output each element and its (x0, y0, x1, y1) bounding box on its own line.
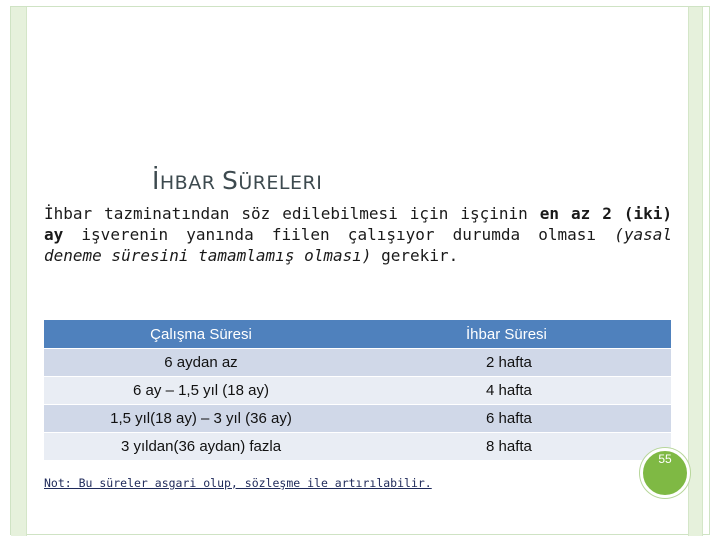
cell-notice-period: 2 hafta (358, 349, 671, 377)
header-notice-period: İhbar Süresi (358, 320, 671, 349)
title-initial-1: İ (152, 166, 160, 195)
cell-work-duration: 6 aydan az (44, 349, 358, 377)
header-work-duration: Çalışma Süresi (44, 320, 358, 349)
paragraph-italic: (yasal deneme süresini tamamlamış olması) (44, 225, 672, 265)
page-number: 55 (658, 452, 672, 466)
cell-work-duration: 1,5 yıl(18 ay) – 3 yıl (36 ay) (44, 405, 358, 433)
table-row (44, 377, 671, 405)
cell-work-duration: 6 ay – 1,5 yıl (18 ay) (44, 377, 358, 405)
paragraph-part-3: gerekir. (371, 246, 459, 265)
notice-period-table (44, 320, 671, 461)
table-row (44, 349, 671, 377)
cell-notice-period: 6 hafta (358, 405, 671, 433)
table-header-row (44, 320, 671, 349)
cell-work-duration: 3 yıldan(36 aydan) fazla (44, 433, 358, 461)
footnote: Not: Bu süreler asgari olup, sözleşme ile artırılabilir. (44, 476, 432, 490)
title-rest-2: ÜRELERI (238, 172, 323, 194)
paragraph-bold: en az 2 (iki) ay (44, 204, 673, 244)
slide-title (152, 166, 322, 195)
table-row (44, 405, 671, 433)
paragraph-part-2: işverenin yanında fiilen çalışıyor durumda olması (63, 225, 615, 244)
cell-notice-period: 8 hafta (358, 433, 671, 461)
paragraph-part-1: İhbar tazminatından söz edilebilmesi için işçinin (44, 204, 540, 223)
left-decor-bar (11, 7, 27, 536)
body-paragraph (44, 203, 672, 266)
title-initial-2: S (221, 166, 239, 195)
title-rest-1: HBAR (159, 172, 222, 194)
page-number-badge (640, 448, 690, 498)
right-decor-bar (688, 7, 703, 536)
cell-notice-period: 4 hafta (358, 377, 671, 405)
table-row (44, 433, 671, 461)
